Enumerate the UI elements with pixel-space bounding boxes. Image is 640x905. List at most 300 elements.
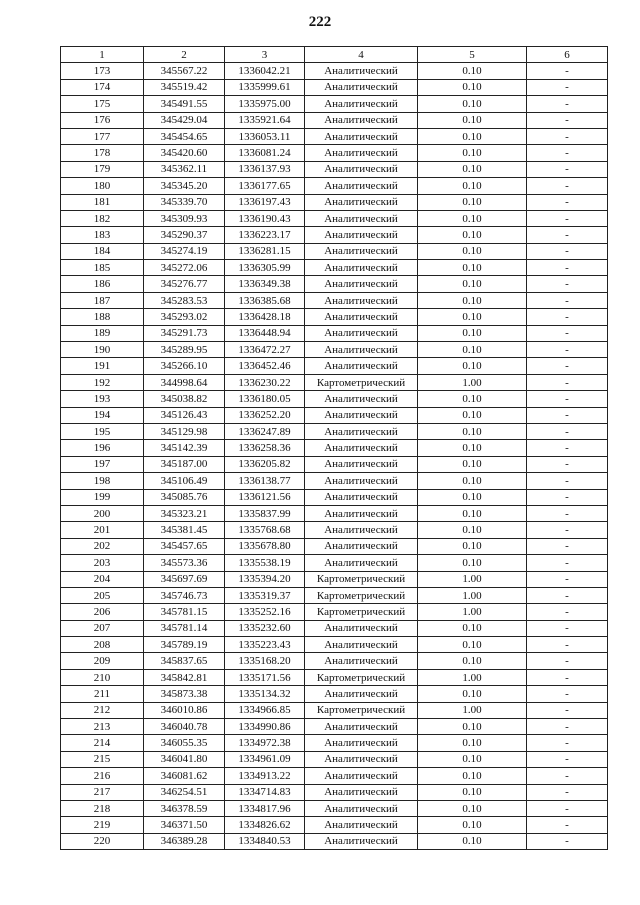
note-cell: - [527, 63, 608, 79]
header-cell-accuracy: 5 [418, 47, 527, 63]
method-cell: Аналитический [305, 210, 418, 226]
point-number-cell: 185 [61, 260, 144, 276]
x-coordinate-cell: 345289.95 [144, 342, 225, 358]
y-coordinate-cell: 1336230.22 [225, 374, 305, 390]
accuracy-cell: 0.10 [418, 358, 527, 374]
point-number-cell: 194 [61, 407, 144, 423]
accuracy-cell: 0.10 [418, 178, 527, 194]
accuracy-cell: 0.10 [418, 227, 527, 243]
y-coordinate-cell: 1335134.32 [225, 686, 305, 702]
point-number-cell: 211 [61, 686, 144, 702]
table-row [61, 391, 608, 407]
point-number-cell: 192 [61, 374, 144, 390]
table-row [61, 342, 608, 358]
table-row [61, 800, 608, 816]
point-number-cell: 198 [61, 473, 144, 489]
table-row [61, 587, 608, 603]
point-number-cell: 196 [61, 440, 144, 456]
accuracy-cell: 1.00 [418, 702, 527, 718]
y-coordinate-cell: 1335252.16 [225, 604, 305, 620]
point-number-cell: 190 [61, 342, 144, 358]
note-cell: - [527, 178, 608, 194]
y-coordinate-cell: 1335837.99 [225, 505, 305, 521]
note-cell: - [527, 751, 608, 767]
point-number-cell: 179 [61, 161, 144, 177]
x-coordinate-cell: 346378.59 [144, 800, 225, 816]
accuracy-cell: 1.00 [418, 571, 527, 587]
table-row [61, 456, 608, 472]
table-row [61, 751, 608, 767]
method-cell: Аналитический [305, 620, 418, 636]
table-row [61, 178, 608, 194]
x-coordinate-cell: 345339.70 [144, 194, 225, 210]
table-row [61, 669, 608, 685]
x-coordinate-cell: 346254.51 [144, 784, 225, 800]
note-cell: - [527, 522, 608, 538]
accuracy-cell: 0.10 [418, 751, 527, 767]
y-coordinate-cell: 1335999.61 [225, 79, 305, 95]
note-cell: - [527, 227, 608, 243]
x-coordinate-cell: 345323.21 [144, 505, 225, 521]
x-coordinate-cell: 345519.42 [144, 79, 225, 95]
y-coordinate-cell: 1335168.20 [225, 653, 305, 669]
y-coordinate-cell: 1334817.96 [225, 800, 305, 816]
method-cell: Картометрический [305, 604, 418, 620]
y-coordinate-cell: 1335394.20 [225, 571, 305, 587]
note-cell: - [527, 719, 608, 735]
table-row [61, 96, 608, 112]
accuracy-cell: 0.10 [418, 637, 527, 653]
point-number-cell: 188 [61, 309, 144, 325]
accuracy-cell: 0.10 [418, 145, 527, 161]
table-row [61, 161, 608, 177]
x-coordinate-cell: 346081.62 [144, 768, 225, 784]
note-cell: - [527, 309, 608, 325]
x-coordinate-cell: 345420.60 [144, 145, 225, 161]
x-coordinate-cell: 346041.80 [144, 751, 225, 767]
accuracy-cell: 0.10 [418, 735, 527, 751]
table-row [61, 374, 608, 390]
table-row [61, 325, 608, 341]
note-cell: - [527, 112, 608, 128]
note-cell: - [527, 391, 608, 407]
note-cell: - [527, 342, 608, 358]
y-coordinate-cell: 1334961.09 [225, 751, 305, 767]
header-cell-x: 2 [144, 47, 225, 63]
y-coordinate-cell: 1334826.62 [225, 817, 305, 833]
note-cell: - [527, 653, 608, 669]
accuracy-cell: 0.10 [418, 833, 527, 849]
point-number-cell: 209 [61, 653, 144, 669]
y-coordinate-cell: 1336180.05 [225, 391, 305, 407]
table-row [61, 505, 608, 521]
note-cell: - [527, 833, 608, 849]
note-cell: - [527, 686, 608, 702]
method-cell: Аналитический [305, 407, 418, 423]
method-cell: Аналитический [305, 686, 418, 702]
method-cell: Аналитический [305, 440, 418, 456]
x-coordinate-cell: 345842.81 [144, 669, 225, 685]
y-coordinate-cell: 1335232.60 [225, 620, 305, 636]
y-coordinate-cell: 1334990.86 [225, 719, 305, 735]
x-coordinate-cell: 345293.02 [144, 309, 225, 325]
x-coordinate-cell: 345276.77 [144, 276, 225, 292]
accuracy-cell: 0.10 [418, 423, 527, 439]
page-number: 222 [308, 14, 332, 30]
table-row [61, 653, 608, 669]
note-cell: - [527, 768, 608, 784]
note-cell: - [527, 604, 608, 620]
note-cell: - [527, 538, 608, 554]
x-coordinate-cell: 345454.65 [144, 128, 225, 144]
point-number-cell: 205 [61, 587, 144, 603]
table-row [61, 309, 608, 325]
point-number-cell: 217 [61, 784, 144, 800]
x-coordinate-cell: 345746.73 [144, 587, 225, 603]
table-row [61, 768, 608, 784]
table-row [61, 128, 608, 144]
table-row [61, 194, 608, 210]
x-coordinate-cell: 344998.64 [144, 374, 225, 390]
note-cell: - [527, 489, 608, 505]
method-cell: Аналитический [305, 522, 418, 538]
table-row [61, 489, 608, 505]
method-cell: Аналитический [305, 456, 418, 472]
y-coordinate-cell: 1336223.17 [225, 227, 305, 243]
point-number-cell: 215 [61, 751, 144, 767]
table-row [61, 686, 608, 702]
x-coordinate-cell: 345290.37 [144, 227, 225, 243]
accuracy-cell: 0.10 [418, 522, 527, 538]
method-cell: Аналитический [305, 194, 418, 210]
note-cell: - [527, 735, 608, 751]
method-cell: Аналитический [305, 719, 418, 735]
point-number-cell: 178 [61, 145, 144, 161]
note-cell: - [527, 243, 608, 259]
method-cell: Аналитический [305, 800, 418, 816]
method-cell: Аналитический [305, 96, 418, 112]
accuracy-cell: 0.10 [418, 260, 527, 276]
y-coordinate-cell: 1335975.00 [225, 96, 305, 112]
note-cell: - [527, 669, 608, 685]
y-coordinate-cell: 1336137.93 [225, 161, 305, 177]
table-row [61, 555, 608, 571]
point-number-cell: 219 [61, 817, 144, 833]
x-coordinate-cell: 345457.65 [144, 538, 225, 554]
table-row [61, 817, 608, 833]
accuracy-cell: 0.10 [418, 620, 527, 636]
point-number-cell: 181 [61, 194, 144, 210]
note-cell: - [527, 817, 608, 833]
y-coordinate-cell: 1335768.68 [225, 522, 305, 538]
accuracy-cell: 0.10 [418, 194, 527, 210]
method-cell: Аналитический [305, 145, 418, 161]
y-coordinate-cell: 1335921.64 [225, 112, 305, 128]
point-number-cell: 207 [61, 620, 144, 636]
note-cell: - [527, 784, 608, 800]
x-coordinate-cell: 345491.55 [144, 96, 225, 112]
accuracy-cell: 0.10 [418, 63, 527, 79]
accuracy-cell: 0.10 [418, 800, 527, 816]
method-cell: Аналитический [305, 833, 418, 849]
table-row [61, 358, 608, 374]
y-coordinate-cell: 1336452.46 [225, 358, 305, 374]
note-cell: - [527, 620, 608, 636]
method-cell: Картометрический [305, 669, 418, 685]
accuracy-cell: 0.10 [418, 325, 527, 341]
point-number-cell: 199 [61, 489, 144, 505]
table-row [61, 620, 608, 636]
accuracy-cell: 0.10 [418, 309, 527, 325]
x-coordinate-cell: 345781.15 [144, 604, 225, 620]
table-row [61, 604, 608, 620]
point-number-cell: 214 [61, 735, 144, 751]
point-number-cell: 174 [61, 79, 144, 95]
accuracy-cell: 0.10 [418, 210, 527, 226]
method-cell: Аналитический [305, 555, 418, 571]
note-cell: - [527, 587, 608, 603]
point-number-cell: 187 [61, 292, 144, 308]
accuracy-cell: 0.10 [418, 719, 527, 735]
accuracy-cell: 1.00 [418, 669, 527, 685]
method-cell: Картометрический [305, 587, 418, 603]
y-coordinate-cell: 1336349.38 [225, 276, 305, 292]
y-coordinate-cell: 1336472.27 [225, 342, 305, 358]
x-coordinate-cell: 345272.06 [144, 260, 225, 276]
x-coordinate-cell: 345781.14 [144, 620, 225, 636]
point-number-cell: 210 [61, 669, 144, 685]
point-number-cell: 195 [61, 423, 144, 439]
x-coordinate-cell: 345291.73 [144, 325, 225, 341]
method-cell: Аналитический [305, 391, 418, 407]
method-cell: Аналитический [305, 489, 418, 505]
y-coordinate-cell: 1336281.15 [225, 243, 305, 259]
point-number-cell: 184 [61, 243, 144, 259]
point-number-cell: 175 [61, 96, 144, 112]
accuracy-cell: 0.10 [418, 407, 527, 423]
x-coordinate-cell: 345873.38 [144, 686, 225, 702]
x-coordinate-cell: 345381.45 [144, 522, 225, 538]
accuracy-cell: 1.00 [418, 587, 527, 603]
point-number-cell: 182 [61, 210, 144, 226]
method-cell: Аналитический [305, 309, 418, 325]
table-row [61, 276, 608, 292]
method-cell: Аналитический [305, 817, 418, 833]
note-cell: - [527, 505, 608, 521]
note-cell: - [527, 473, 608, 489]
table-row [61, 833, 608, 849]
header-cell-method: 4 [305, 47, 418, 63]
table-row [61, 702, 608, 718]
method-cell: Аналитический [305, 342, 418, 358]
y-coordinate-cell: 1335538.19 [225, 555, 305, 571]
point-number-cell: 208 [61, 637, 144, 653]
method-cell: Аналитический [305, 112, 418, 128]
point-number-cell: 193 [61, 391, 144, 407]
accuracy-cell: 0.10 [418, 653, 527, 669]
table-row [61, 292, 608, 308]
accuracy-cell: 0.10 [418, 538, 527, 554]
method-cell: Аналитический [305, 358, 418, 374]
method-cell: Аналитический [305, 63, 418, 79]
note-cell: - [527, 325, 608, 341]
note-cell: - [527, 374, 608, 390]
note-cell: - [527, 440, 608, 456]
x-coordinate-cell: 346055.35 [144, 735, 225, 751]
table-row [61, 79, 608, 95]
note-cell: - [527, 702, 608, 718]
y-coordinate-cell: 1334840.53 [225, 833, 305, 849]
y-coordinate-cell: 1336177.65 [225, 178, 305, 194]
note-cell: - [527, 161, 608, 177]
header-cell-point-number: 1 [61, 47, 144, 63]
method-cell: Аналитический [305, 292, 418, 308]
accuracy-cell: 0.10 [418, 128, 527, 144]
accuracy-cell: 0.10 [418, 686, 527, 702]
x-coordinate-cell: 345837.65 [144, 653, 225, 669]
table-row [61, 145, 608, 161]
method-cell: Аналитический [305, 79, 418, 95]
note-cell: - [527, 145, 608, 161]
y-coordinate-cell: 1334972.38 [225, 735, 305, 751]
point-number-cell: 176 [61, 112, 144, 128]
x-coordinate-cell: 345274.19 [144, 243, 225, 259]
accuracy-cell: 0.10 [418, 473, 527, 489]
note-cell: - [527, 407, 608, 423]
point-number-cell: 203 [61, 555, 144, 571]
coordinates-table [60, 46, 608, 850]
y-coordinate-cell: 1334966.85 [225, 702, 305, 718]
note-cell: - [527, 128, 608, 144]
x-coordinate-cell: 345187.00 [144, 456, 225, 472]
note-cell: - [527, 358, 608, 374]
note-cell: - [527, 276, 608, 292]
x-coordinate-cell: 345573.36 [144, 555, 225, 571]
method-cell: Аналитический [305, 768, 418, 784]
method-cell: Аналитический [305, 784, 418, 800]
method-cell: Аналитический [305, 227, 418, 243]
method-cell: Аналитический [305, 505, 418, 521]
accuracy-cell: 0.10 [418, 817, 527, 833]
y-coordinate-cell: 1336190.43 [225, 210, 305, 226]
x-coordinate-cell: 345129.98 [144, 423, 225, 439]
accuracy-cell: 0.10 [418, 391, 527, 407]
method-cell: Аналитический [305, 243, 418, 259]
accuracy-cell: 1.00 [418, 604, 527, 620]
note-cell: - [527, 96, 608, 112]
y-coordinate-cell: 1335319.37 [225, 587, 305, 603]
method-cell: Аналитический [305, 751, 418, 767]
point-number-cell: 186 [61, 276, 144, 292]
accuracy-cell: 0.10 [418, 555, 527, 571]
y-coordinate-cell: 1336385.68 [225, 292, 305, 308]
accuracy-cell: 0.10 [418, 96, 527, 112]
table-row [61, 423, 608, 439]
y-coordinate-cell: 1336053.11 [225, 128, 305, 144]
x-coordinate-cell: 345345.20 [144, 178, 225, 194]
point-number-cell: 212 [61, 702, 144, 718]
y-coordinate-cell: 1334714.83 [225, 784, 305, 800]
method-cell: Аналитический [305, 325, 418, 341]
y-coordinate-cell: 1336305.99 [225, 260, 305, 276]
note-cell: - [527, 571, 608, 587]
method-cell: Аналитический [305, 538, 418, 554]
y-coordinate-cell: 1335223.43 [225, 637, 305, 653]
note-cell: - [527, 210, 608, 226]
note-cell: - [527, 637, 608, 653]
point-number-cell: 220 [61, 833, 144, 849]
accuracy-cell: 0.10 [418, 161, 527, 177]
method-cell: Аналитический [305, 423, 418, 439]
table-row [61, 243, 608, 259]
point-number-cell: 200 [61, 505, 144, 521]
y-coordinate-cell: 1336197.43 [225, 194, 305, 210]
point-number-cell: 191 [61, 358, 144, 374]
table-row [61, 637, 608, 653]
point-number-cell: 204 [61, 571, 144, 587]
y-coordinate-cell: 1336448.94 [225, 325, 305, 341]
point-number-cell: 218 [61, 800, 144, 816]
method-cell: Аналитический [305, 128, 418, 144]
note-cell: - [527, 194, 608, 210]
y-coordinate-cell: 1336138.77 [225, 473, 305, 489]
method-cell: Картометрический [305, 374, 418, 390]
method-cell: Аналитический [305, 653, 418, 669]
table-row [61, 784, 608, 800]
y-coordinate-cell: 1336428.18 [225, 309, 305, 325]
method-cell: Аналитический [305, 276, 418, 292]
table-row [61, 407, 608, 423]
accuracy-cell: 0.10 [418, 489, 527, 505]
x-coordinate-cell: 345429.04 [144, 112, 225, 128]
accuracy-cell: 0.10 [418, 456, 527, 472]
y-coordinate-cell: 1336081.24 [225, 145, 305, 161]
accuracy-cell: 0.10 [418, 79, 527, 95]
x-coordinate-cell: 345106.49 [144, 473, 225, 489]
table-row [61, 571, 608, 587]
y-coordinate-cell: 1335171.56 [225, 669, 305, 685]
x-coordinate-cell: 345283.53 [144, 292, 225, 308]
method-cell: Аналитический [305, 260, 418, 276]
header-row [61, 47, 608, 63]
point-number-cell: 213 [61, 719, 144, 735]
x-coordinate-cell: 346010.86 [144, 702, 225, 718]
accuracy-cell: 0.10 [418, 768, 527, 784]
table-row [61, 735, 608, 751]
table-header [61, 47, 608, 63]
y-coordinate-cell: 1334913.22 [225, 768, 305, 784]
method-cell: Аналитический [305, 178, 418, 194]
x-coordinate-cell: 345266.10 [144, 358, 225, 374]
accuracy-cell: 0.10 [418, 292, 527, 308]
header-cell-y: 3 [225, 47, 305, 63]
y-coordinate-cell: 1336247.89 [225, 423, 305, 439]
table-body [61, 63, 608, 850]
x-coordinate-cell: 345126.43 [144, 407, 225, 423]
x-coordinate-cell: 346371.50 [144, 817, 225, 833]
table-row [61, 538, 608, 554]
note-cell: - [527, 292, 608, 308]
y-coordinate-cell: 1335678.80 [225, 538, 305, 554]
note-cell: - [527, 423, 608, 439]
table-row [61, 440, 608, 456]
point-number-cell: 202 [61, 538, 144, 554]
point-number-cell: 206 [61, 604, 144, 620]
table-row [61, 719, 608, 735]
table-row [61, 227, 608, 243]
accuracy-cell: 0.10 [418, 440, 527, 456]
x-coordinate-cell: 345362.11 [144, 161, 225, 177]
